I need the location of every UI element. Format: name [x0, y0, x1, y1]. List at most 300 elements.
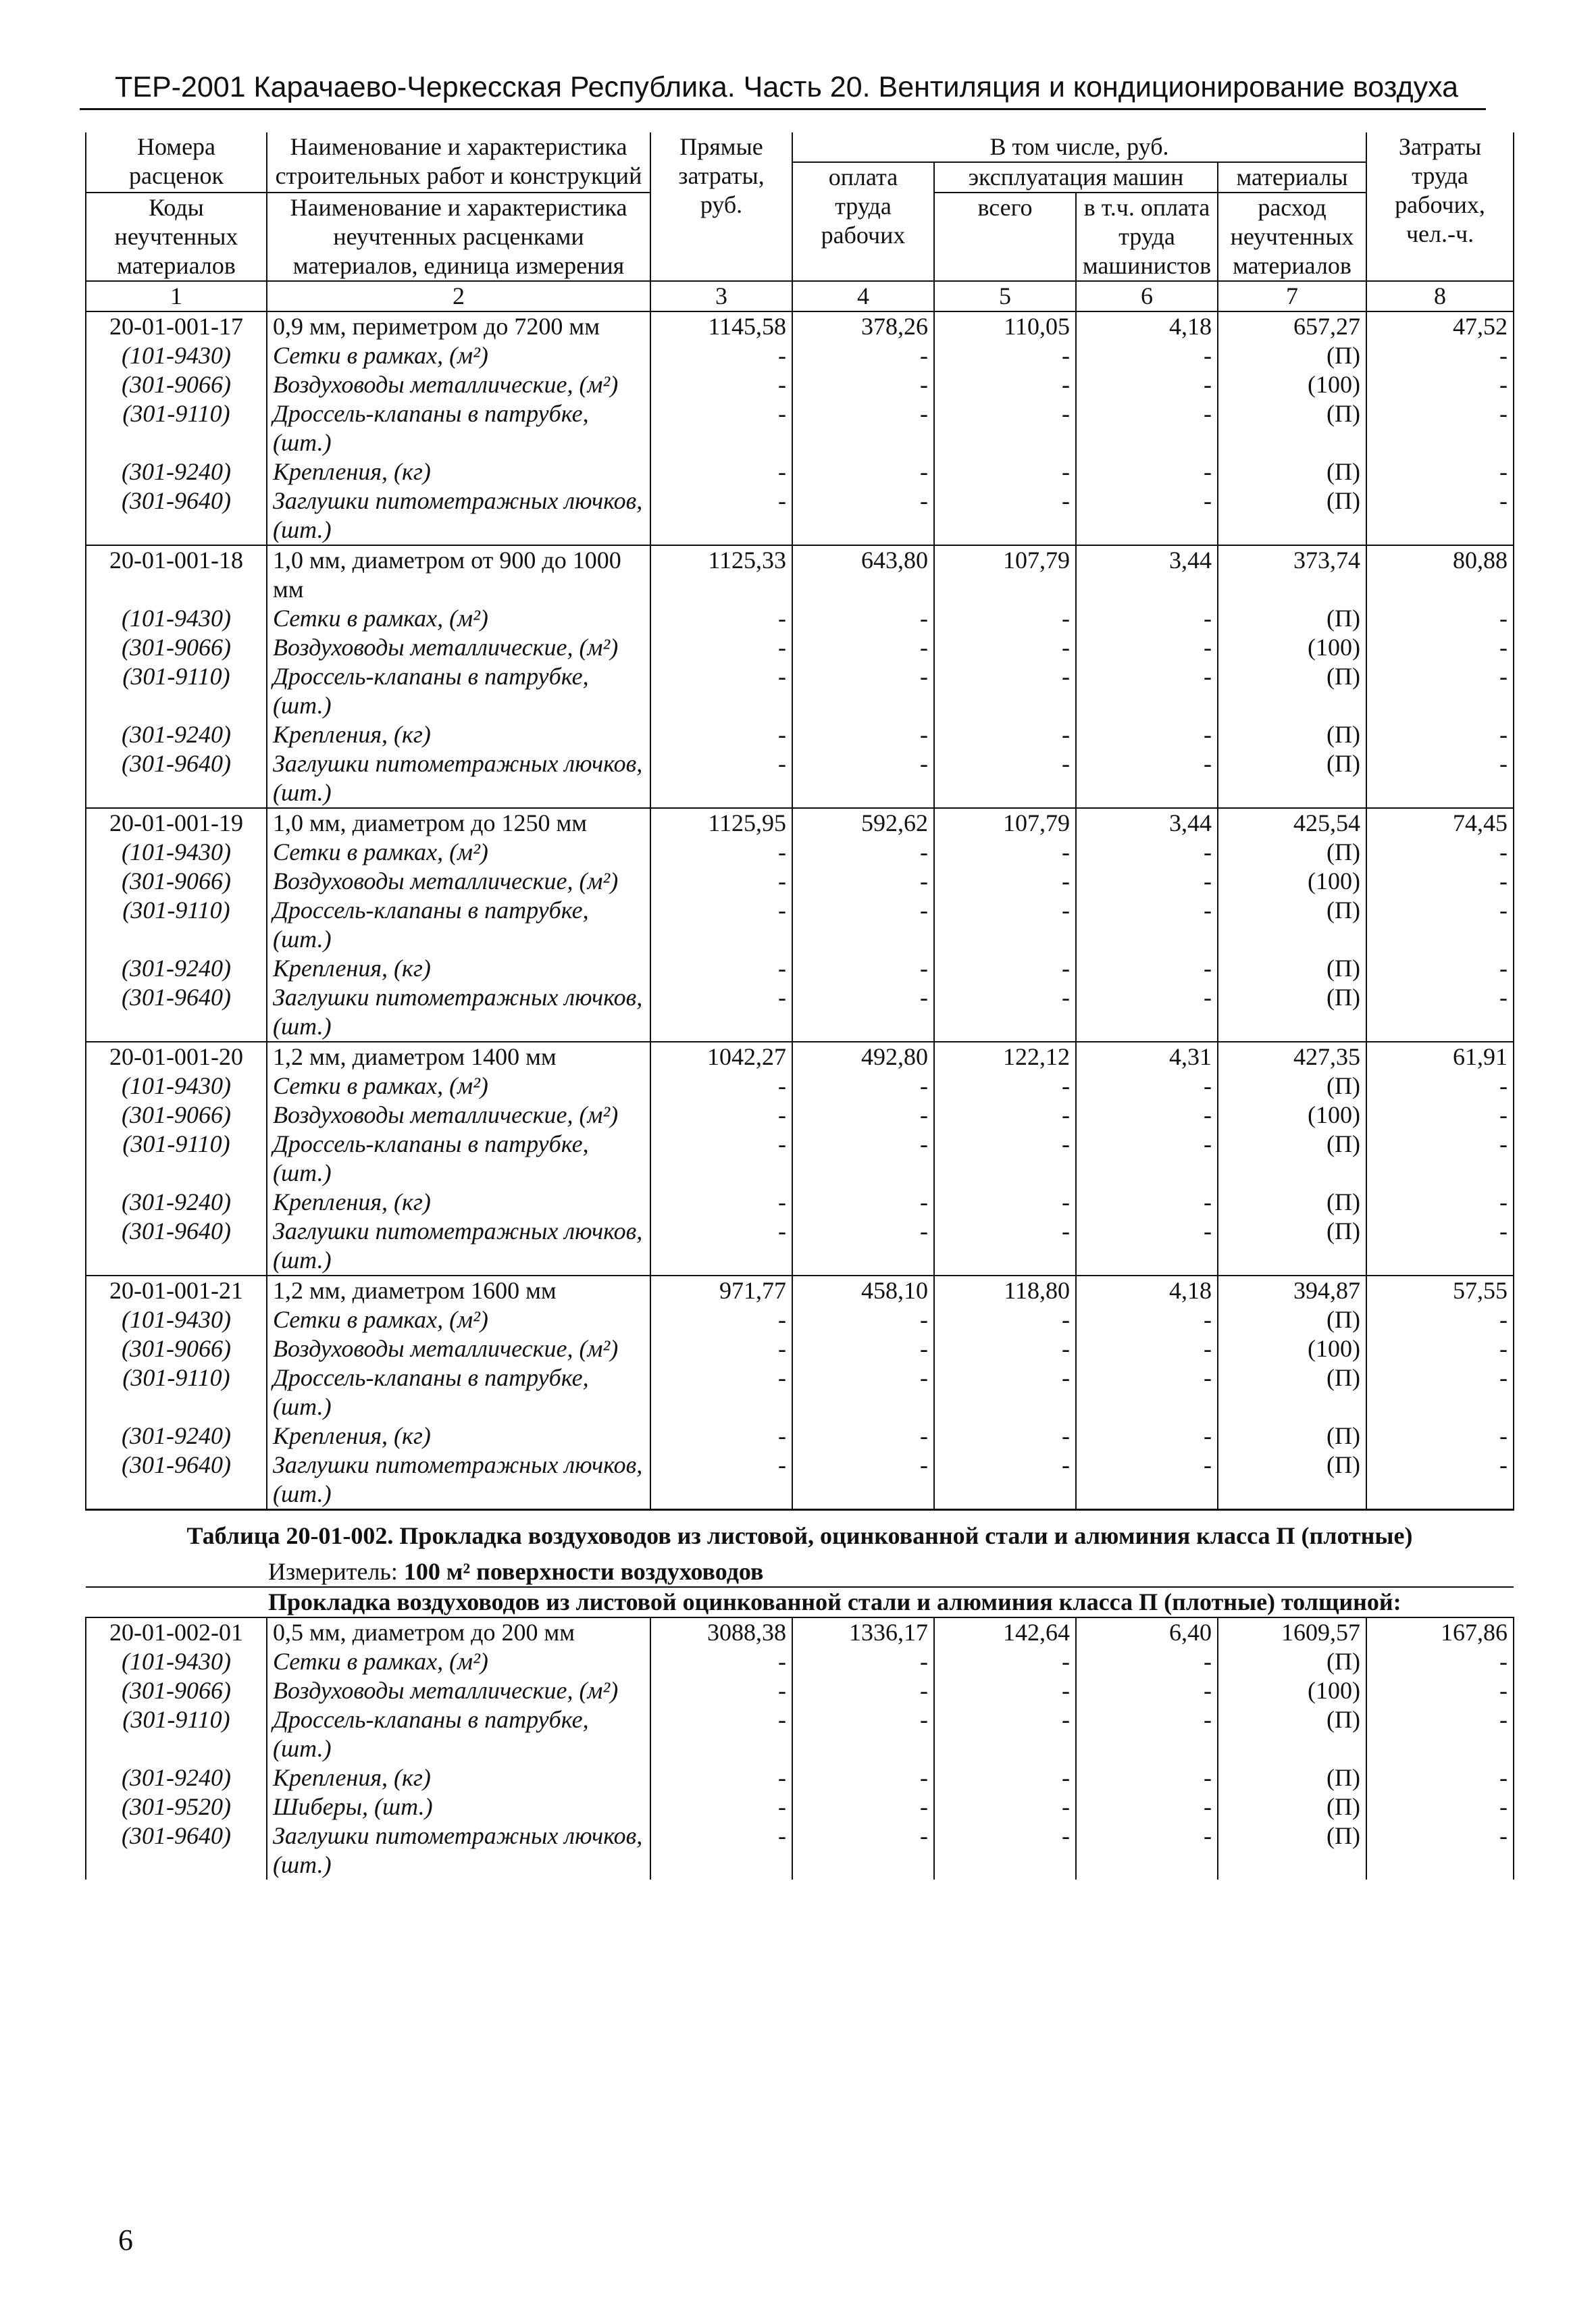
direct-dash: - — [650, 1451, 792, 1510]
machines-dash: - — [934, 749, 1076, 808]
machines-total: 142,64 — [934, 1617, 1076, 1647]
direct-dash: - — [650, 370, 792, 399]
meter-value: 100 м² поверхности воздуховодов — [403, 1558, 764, 1585]
col5-header: всего — [934, 193, 1076, 281]
operators-dash: - — [1076, 1647, 1218, 1676]
materials-cost: 427,35 — [1218, 1042, 1366, 1072]
column-number-1: 1 — [86, 281, 267, 311]
operators-dash: - — [1076, 1451, 1218, 1510]
labor-dash: - — [792, 1451, 934, 1510]
table1-body — [86, 311, 1514, 1510]
labor-hours: 80,88 — [1366, 545, 1514, 604]
direct-dash: - — [650, 838, 792, 867]
direct-dash: - — [650, 1821, 792, 1880]
col2-header-bottom: Наименование и характеристика неучтенных расценками материалов, единица измерения — [267, 193, 650, 281]
rate-row — [86, 545, 1514, 604]
hours-dash: - — [1366, 983, 1514, 1042]
material-quantity: (П) — [1218, 1072, 1366, 1101]
material-code: (101-9430) — [86, 1647, 267, 1676]
machines-dash: - — [934, 838, 1076, 867]
material-name: Заглушки питометражных лючков, (шт.) — [267, 983, 650, 1042]
materials-cost: 1609,57 — [1218, 1617, 1366, 1647]
material-row — [86, 867, 1514, 896]
machines-dash: - — [934, 1363, 1076, 1422]
column-number-row — [86, 281, 1514, 311]
hours-dash: - — [1366, 867, 1514, 896]
material-quantity: (П) — [1218, 983, 1366, 1042]
direct-dash: - — [650, 1763, 792, 1792]
direct-dash: - — [650, 720, 792, 749]
rate-row — [86, 311, 1514, 341]
labor-dash: - — [792, 1705, 934, 1763]
material-quantity: (100) — [1218, 370, 1366, 399]
hours-dash: - — [1366, 1647, 1514, 1676]
hours-dash: - — [1366, 896, 1514, 954]
material-name: Дроссель-клапаны в патрубке, (шт.) — [267, 1130, 650, 1188]
rate-name: 1,0 мм, диаметром до 1250 мм — [267, 808, 650, 838]
hours-dash: - — [1366, 1705, 1514, 1763]
labor-wage: 378,26 — [792, 311, 934, 341]
material-quantity: (П) — [1218, 720, 1366, 749]
material-code: (301-9110) — [86, 1363, 267, 1422]
hours-dash: - — [1366, 1821, 1514, 1880]
machines-total: 122,12 — [934, 1042, 1076, 1072]
machines-dash: - — [934, 486, 1076, 545]
material-code: (301-9640) — [86, 1217, 267, 1276]
material-name: Заглушки питометражных лючков, (шт.) — [267, 1451, 650, 1510]
material-code: (301-9240) — [86, 954, 267, 983]
material-name: Воздуховоды металлические, (м²) — [267, 867, 650, 896]
operators-dash: - — [1076, 1217, 1218, 1276]
labor-dash: - — [792, 604, 934, 633]
labor-dash: - — [792, 1647, 934, 1676]
machines-dash: - — [934, 1072, 1076, 1101]
material-code: (301-9110) — [86, 399, 267, 457]
col7-header: расход неучтенных материалов — [1218, 193, 1366, 281]
labor-dash: - — [792, 1305, 934, 1334]
labor-wage: 643,80 — [792, 545, 934, 604]
machines-dash: - — [934, 370, 1076, 399]
labor-dash: - — [792, 838, 934, 867]
operators-dash: - — [1076, 1363, 1218, 1422]
material-quantity: (П) — [1218, 1647, 1366, 1676]
direct-dash: - — [650, 1363, 792, 1422]
col8-header: Затраты труда рабочих, чел.-ч. — [1366, 132, 1514, 281]
material-name: Дроссель-клапаны в патрубке, (шт.) — [267, 1705, 650, 1763]
column-number-5: 5 — [934, 281, 1076, 311]
hours-dash: - — [1366, 1792, 1514, 1821]
operators-dash: - — [1076, 749, 1218, 808]
hours-dash: - — [1366, 838, 1514, 867]
rate-name: 1,0 мм, диаметром от 900 до 1000 мм — [267, 545, 650, 604]
labor-dash: - — [792, 399, 934, 457]
material-quantity: (П) — [1218, 486, 1366, 545]
material-code: (301-9640) — [86, 749, 267, 808]
col3-header: Прямые затраты, руб. — [650, 132, 792, 281]
material-name: Крепления, (кг) — [267, 1188, 650, 1217]
material-row — [86, 1130, 1514, 1188]
machines-dash: - — [934, 604, 1076, 633]
machines-total: 110,05 — [934, 311, 1076, 341]
direct-dash: - — [650, 1305, 792, 1334]
machines-dash: - — [934, 896, 1076, 954]
material-quantity: (П) — [1218, 896, 1366, 954]
material-code: (301-9066) — [86, 1334, 267, 1363]
direct-dash: - — [650, 954, 792, 983]
machines-dash: - — [934, 1188, 1076, 1217]
hours-dash: - — [1366, 457, 1514, 486]
labor-dash: - — [792, 341, 934, 370]
material-name: Сетки в рамках, (м²) — [267, 838, 650, 867]
material-name: Дроссель-клапаны в патрубке, (шт.) — [267, 1363, 650, 1422]
direct-dash: - — [650, 1101, 792, 1130]
hours-dash: - — [1366, 1305, 1514, 1334]
rate-name: 1,2 мм, диаметром 1600 мм — [267, 1276, 650, 1305]
labor-dash: - — [792, 633, 934, 662]
direct-cost: 971,77 — [650, 1276, 792, 1305]
material-code: (301-9110) — [86, 896, 267, 954]
material-name: Сетки в рамках, (м²) — [267, 1647, 650, 1676]
material-quantity: (П) — [1218, 749, 1366, 808]
materials-cost: 657,27 — [1218, 311, 1366, 341]
machines-dash: - — [934, 1217, 1076, 1276]
material-quantity: (100) — [1218, 867, 1366, 896]
machines-dash: - — [934, 1676, 1076, 1705]
page-header-title: ТЕР-2001 Карачаево-Черкесская Республика. Часть 20. Вентиляция и кондиционирование воздуха — [115, 71, 1459, 103]
material-code: (301-9066) — [86, 633, 267, 662]
direct-dash: - — [650, 1792, 792, 1821]
labor-dash: - — [792, 1334, 934, 1363]
rate-row — [86, 1042, 1514, 1072]
material-name: Сетки в рамках, (м²) — [267, 604, 650, 633]
material-code: (301-9520) — [86, 1792, 267, 1821]
labor-dash: - — [792, 486, 934, 545]
material-name: Воздуховоды металлические, (м²) — [267, 370, 650, 399]
operators-dash: - — [1076, 486, 1218, 545]
direct-cost: 1125,33 — [650, 545, 792, 604]
material-code: (101-9430) — [86, 1305, 267, 1334]
direct-dash: - — [650, 749, 792, 808]
material-name: Крепления, (кг) — [267, 1763, 650, 1792]
direct-dash: - — [650, 399, 792, 457]
material-row — [86, 1101, 1514, 1130]
operators-dash: - — [1076, 604, 1218, 633]
operators-dash: - — [1076, 720, 1218, 749]
material-row — [86, 1647, 1514, 1676]
material-row — [86, 1305, 1514, 1334]
column-number-3: 3 — [650, 281, 792, 311]
machines-total: 107,79 — [934, 545, 1076, 604]
material-quantity: (П) — [1218, 1821, 1366, 1880]
column-number-2: 2 — [267, 281, 650, 311]
operators-dash: - — [1076, 1763, 1218, 1792]
direct-dash: - — [650, 1188, 792, 1217]
rate-code: 20-01-001-20 — [86, 1042, 267, 1072]
hours-dash: - — [1366, 341, 1514, 370]
labor-hours: 167,86 — [1366, 1617, 1514, 1647]
operators-wage: 3,44 — [1076, 545, 1218, 604]
machines-total: 107,79 — [934, 808, 1076, 838]
group-header-machines: эксплуатация машин — [934, 162, 1218, 193]
group-header-materials: материалы — [1218, 162, 1366, 193]
material-quantity: (П) — [1218, 1217, 1366, 1276]
material-row — [86, 1217, 1514, 1276]
labor-dash: - — [792, 896, 934, 954]
page-number: 6 — [118, 2223, 133, 2257]
machines-dash: - — [934, 1130, 1076, 1188]
material-quantity: (П) — [1218, 1130, 1366, 1188]
material-quantity: (П) — [1218, 457, 1366, 486]
labor-hours: 47,52 — [1366, 311, 1514, 341]
material-quantity: (П) — [1218, 1305, 1366, 1334]
direct-dash: - — [650, 604, 792, 633]
materials-cost: 373,74 — [1218, 545, 1366, 604]
labor-dash: - — [792, 720, 934, 749]
material-row — [86, 838, 1514, 867]
labor-wage: 1336,17 — [792, 1617, 934, 1647]
hours-dash: - — [1366, 604, 1514, 633]
rate-row — [86, 808, 1514, 838]
machines-dash: - — [934, 1422, 1076, 1451]
operators-dash: - — [1076, 838, 1218, 867]
material-quantity: (П) — [1218, 1363, 1366, 1422]
material-code: (301-9066) — [86, 1676, 267, 1705]
operators-wage: 6,40 — [1076, 1617, 1218, 1647]
direct-dash: - — [650, 1705, 792, 1763]
operators-dash: - — [1076, 1072, 1218, 1101]
material-code: (101-9430) — [86, 838, 267, 867]
material-name: Крепления, (кг) — [267, 457, 650, 486]
operators-dash: - — [1076, 399, 1218, 457]
material-row — [86, 954, 1514, 983]
rate-name: 1,2 мм, диаметром 1400 мм — [267, 1042, 650, 1072]
column-number-6: 6 — [1076, 281, 1218, 311]
material-quantity: (П) — [1218, 399, 1366, 457]
table2-meter — [86, 1551, 1514, 1587]
material-row — [86, 633, 1514, 662]
material-name: Дроссель-клапаны в патрубке, (шт.) — [267, 896, 650, 954]
direct-dash: - — [650, 662, 792, 720]
operators-wage: 4,18 — [1076, 311, 1218, 341]
material-row — [86, 1334, 1514, 1363]
hours-dash: - — [1366, 399, 1514, 457]
operators-dash: - — [1076, 1792, 1218, 1821]
labor-dash: - — [792, 1363, 934, 1422]
operators-dash: - — [1076, 867, 1218, 896]
rate-row — [86, 1617, 1514, 1647]
col1-header-bottom: Коды неучтенных материалов — [86, 193, 267, 281]
operators-dash: - — [1076, 1305, 1218, 1334]
direct-cost: 3088,38 — [650, 1617, 792, 1647]
material-row — [86, 1363, 1514, 1422]
hours-dash: - — [1366, 1130, 1514, 1188]
operators-dash: - — [1076, 1705, 1218, 1763]
material-row — [86, 1451, 1514, 1510]
material-row — [86, 749, 1514, 808]
labor-hours: 74,45 — [1366, 808, 1514, 838]
direct-dash: - — [650, 983, 792, 1042]
machines-dash: - — [934, 954, 1076, 983]
material-code: (301-9240) — [86, 457, 267, 486]
material-code: (301-9640) — [86, 1451, 267, 1510]
operators-dash: - — [1076, 1130, 1218, 1188]
material-code: (301-9240) — [86, 1763, 267, 1792]
hours-dash: - — [1366, 1763, 1514, 1792]
material-quantity: (100) — [1218, 633, 1366, 662]
operators-dash: - — [1076, 457, 1218, 486]
materials-cost: 425,54 — [1218, 808, 1366, 838]
labor-wage: 492,80 — [792, 1042, 934, 1072]
labor-dash: - — [792, 1188, 934, 1217]
material-name: Шиберы, (шт.) — [267, 1792, 650, 1821]
material-row — [86, 1676, 1514, 1705]
material-row — [86, 486, 1514, 545]
material-code: (301-9110) — [86, 1130, 267, 1188]
hours-dash: - — [1366, 1217, 1514, 1276]
material-quantity: (П) — [1218, 954, 1366, 983]
operators-dash: - — [1076, 983, 1218, 1042]
hours-dash: - — [1366, 633, 1514, 662]
machines-dash: - — [934, 1334, 1076, 1363]
operators-dash: - — [1076, 1101, 1218, 1130]
material-row — [86, 1792, 1514, 1821]
hours-dash: - — [1366, 1676, 1514, 1705]
material-name: Сетки в рамках, (м²) — [267, 341, 650, 370]
table2-subtitle: Прокладка воздуховодов из листовой оцинкованной стали и алюминия класса П (плотные) толщиной: — [86, 1587, 1514, 1617]
material-row — [86, 370, 1514, 399]
operators-wage: 3,44 — [1076, 808, 1218, 838]
material-code: (301-9066) — [86, 1101, 267, 1130]
direct-dash: - — [650, 1676, 792, 1705]
material-row — [86, 983, 1514, 1042]
rate-code: 20-01-001-17 — [86, 311, 267, 341]
material-name: Сетки в рамках, (м²) — [267, 1305, 650, 1334]
hours-dash: - — [1366, 1451, 1514, 1510]
material-row — [86, 1422, 1514, 1451]
header-rule — [80, 108, 1486, 110]
material-quantity: (П) — [1218, 1451, 1366, 1510]
rate-name: 0,5 мм, диаметром до 200 мм — [267, 1617, 650, 1647]
material-name: Заглушки питометражных лючков, (шт.) — [267, 749, 650, 808]
labor-dash: - — [792, 1130, 934, 1188]
col2-header-top: Наименование и характеристика строительных работ и конструкций — [267, 132, 650, 193]
material-name: Крепления, (кг) — [267, 954, 650, 983]
labor-dash: - — [792, 1072, 934, 1101]
direct-dash: - — [650, 341, 792, 370]
hours-dash: - — [1366, 370, 1514, 399]
material-row — [86, 399, 1514, 457]
machines-dash: - — [934, 983, 1076, 1042]
operators-dash: - — [1076, 1676, 1218, 1705]
machines-dash: - — [934, 1792, 1076, 1821]
material-row — [86, 457, 1514, 486]
material-row — [86, 604, 1514, 633]
machines-dash: - — [934, 1705, 1076, 1763]
material-name: Заглушки питометражных лючков, (шт.) — [267, 1821, 650, 1880]
material-code: (301-9240) — [86, 1422, 267, 1451]
operators-dash: - — [1076, 662, 1218, 720]
material-quantity: (П) — [1218, 1763, 1366, 1792]
table2-heading — [86, 1510, 1514, 1618]
operators-dash: - — [1076, 1422, 1218, 1451]
material-quantity: (П) — [1218, 662, 1366, 720]
material-code: (101-9430) — [86, 1072, 267, 1101]
direct-dash: - — [650, 1422, 792, 1451]
rate-name: 0,9 мм, периметром до 7200 мм — [267, 311, 650, 341]
direct-dash: - — [650, 633, 792, 662]
machines-dash: - — [934, 867, 1076, 896]
material-quantity: (П) — [1218, 604, 1366, 633]
operators-dash: - — [1076, 633, 1218, 662]
material-name: Воздуховоды металлические, (м²) — [267, 1101, 650, 1130]
direct-dash: - — [650, 1217, 792, 1276]
operators-dash: - — [1076, 341, 1218, 370]
labor-hours: 57,55 — [1366, 1276, 1514, 1305]
material-quantity: (П) — [1218, 1792, 1366, 1821]
material-code: (301-9110) — [86, 662, 267, 720]
labor-dash: - — [792, 867, 934, 896]
meter-label: Измеритель: — [268, 1558, 398, 1585]
labor-dash: - — [792, 1821, 934, 1880]
material-quantity: (100) — [1218, 1101, 1366, 1130]
operators-dash: - — [1076, 1821, 1218, 1880]
material-row — [86, 896, 1514, 954]
col4-header: оплата труда рабочих — [792, 162, 934, 281]
labor-dash: - — [792, 1217, 934, 1276]
material-name: Воздуховоды металлические, (м²) — [267, 1676, 650, 1705]
material-code: (101-9430) — [86, 341, 267, 370]
hours-dash: - — [1366, 720, 1514, 749]
hours-dash: - — [1366, 1072, 1514, 1101]
labor-dash: - — [792, 662, 934, 720]
rate-row — [86, 1276, 1514, 1305]
machines-total: 118,80 — [934, 1276, 1076, 1305]
operators-dash: - — [1076, 370, 1218, 399]
material-name: Заглушки питометражных лючков, (шт.) — [267, 486, 650, 545]
material-name: Дроссель-клапаны в патрубке, (шт.) — [267, 662, 650, 720]
labor-dash: - — [792, 749, 934, 808]
direct-cost: 1042,27 — [650, 1042, 792, 1072]
direct-dash: - — [650, 457, 792, 486]
hours-dash: - — [1366, 1101, 1514, 1130]
direct-dash: - — [650, 486, 792, 545]
col6-header: в т.ч. оплата труда машинистов — [1076, 193, 1218, 281]
material-quantity: (П) — [1218, 1188, 1366, 1217]
material-quantity: (100) — [1218, 1334, 1366, 1363]
hours-dash: - — [1366, 662, 1514, 720]
hours-dash: - — [1366, 954, 1514, 983]
material-quantity: (П) — [1218, 1422, 1366, 1451]
material-row — [86, 662, 1514, 720]
direct-dash: - — [650, 867, 792, 896]
hours-dash: - — [1366, 1334, 1514, 1363]
column-number-4: 4 — [792, 281, 934, 311]
labor-dash: - — [792, 1422, 934, 1451]
labor-wage: 592,62 — [792, 808, 934, 838]
column-number-8: 8 — [1366, 281, 1514, 311]
material-quantity: (П) — [1218, 341, 1366, 370]
hours-dash: - — [1366, 1422, 1514, 1451]
material-name: Воздуховоды металлические, (м²) — [267, 1334, 650, 1363]
labor-dash: - — [792, 983, 934, 1042]
materials-cost: 394,87 — [1218, 1276, 1366, 1305]
price-table — [85, 132, 1514, 1880]
hours-dash: - — [1366, 486, 1514, 545]
material-quantity: (П) — [1218, 1705, 1366, 1763]
hours-dash: - — [1366, 1363, 1514, 1422]
machines-dash: - — [934, 1305, 1076, 1334]
material-code: (301-9240) — [86, 720, 267, 749]
